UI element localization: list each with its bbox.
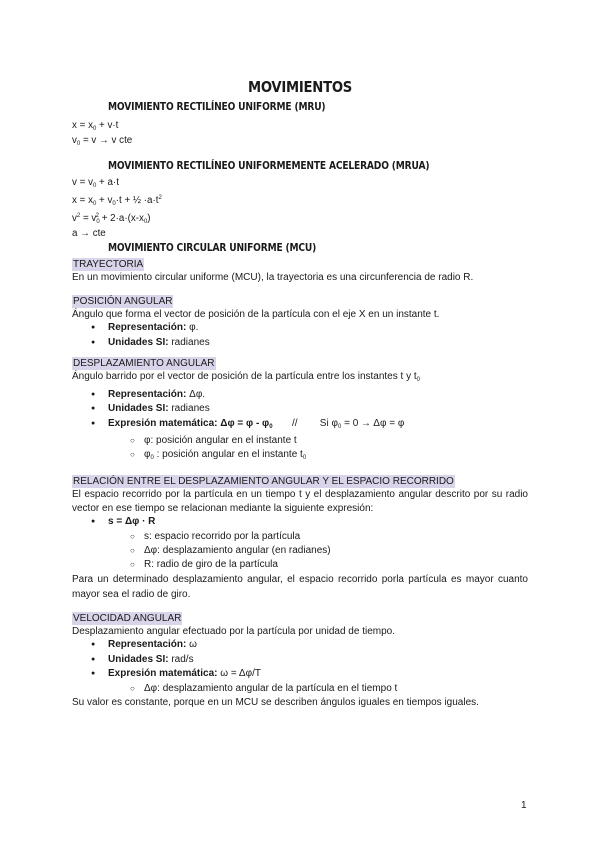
list-item: ● Representación: Δφ. (72, 388, 528, 403)
paragraph: En un movimiento circular uniforme (MCU), la trayectoria es una circunferencia de radio R. (72, 272, 474, 283)
mru-equation-2: $v_0 = v \to v$ cte (72, 135, 133, 147)
subsection-velocidad-angular (72, 612, 528, 710)
subsection-label: DESPLAZAMIENTO ANGULAR (73, 358, 215, 369)
subsection-label: RELACIÓN ENTRE EL DESPLAZAMIENTO ANGULAR Y EL ESPACIO RECORRIDO (73, 476, 454, 487)
list-item: ● Unidades SI: rad/s (72, 653, 528, 668)
paragraph: Ángulo barrido por el vector de posición de la partícula entre los instantes t y $t_0$ (72, 371, 420, 383)
paragraph: Su valor es constante, porque en un MCU se describen ángulos iguales en tiempos iguales. (72, 696, 479, 708)
list-item: ● s = Δφ · R (72, 515, 528, 530)
list-item: ● Representación: φ. (72, 321, 528, 336)
paragraph: Desplazamiento angular efectuado por la partícula por unidad de tiempo. (72, 625, 395, 637)
sub-list-item: ○ $\varphi_0$ : posición angular en el instante $t_0$ (72, 448, 528, 465)
list-item: ● Expresión matemática: $\Delta\varphi = \varphi - \varphi_0$ // Si $\varphi_0 = 0 \to \Delta\varphi = \varphi$ (72, 417, 528, 435)
list-item: ● Unidades SI: radianes (72, 336, 528, 351)
page-title: MOVIMIENTOS (247, 78, 353, 96)
list-item: ● Representación: ω (72, 638, 528, 653)
document-page (72, 78, 528, 709)
subsection-label: POSICIÓN ANGULAR (73, 295, 173, 307)
subsection-relacion (72, 475, 528, 602)
page-number: 1 (521, 800, 527, 811)
subsection-label: VELOCIDAD ANGULAR (73, 612, 182, 624)
sub-list-item: ○ Δφ: desplazamiento angular (en radianes) (72, 544, 528, 558)
sub-list-item: ○ φ: posición angular en el instante t (72, 434, 528, 448)
section-heading-mrua: MOVIMIENTO RECTILÍNEO UNIFORMEMENTE ACELERADO (MRUA) (108, 160, 430, 172)
sub-list-item: ○ s: espacio recorrido por la partícula (72, 530, 528, 544)
subsection-posicion-angular (72, 295, 528, 351)
mrua-equation-4: a → cte (72, 228, 106, 239)
mrua-equation-3: $v^2 = v_0^2 + 2\cdot a\cdot(x-x_0)$ (72, 213, 151, 225)
subsection-label: TRAYECTORIA (73, 259, 144, 270)
section-heading-mru: MOVIMIENTO RECTILÍNEO UNIFORME (MRU) (108, 101, 326, 113)
list-item: ● Expresión matemática: ω = Δφ/T (72, 667, 528, 682)
mru-equation-1: $x = x_0 + v\cdot t$ (72, 120, 119, 132)
mrua-equation-2: $x = x_0 + v_0\cdot t$ + ½ $\cdot a\cdot t^2$ (72, 195, 162, 207)
paragraph: Ángulo que forma el vector de posición de la partícula con el eje X en un instante t. (72, 308, 440, 320)
subsection-trayectoria (72, 258, 528, 285)
list-item: ● Unidades SI: radianes (72, 402, 528, 417)
paragraph: Para un determinado desplazamiento angular, el espacio recorrido porla partícula es mayor cuanto mayor sea el radio de giro. (72, 573, 528, 600)
subsection-desplazamiento-angular (72, 357, 528, 465)
sub-list-item: ○ R: radio de giro de la partícula (72, 558, 528, 572)
paragraph: El espacio recorrido por la partícula en un tiempo t y el desplazamiento angular descrito por su radio vector en ese tiempo se relacionan mediante la siguiente expresión: (72, 489, 528, 514)
section-heading-mcu: MOVIMIENTO CIRCULAR UNIFORME (MCU) (108, 242, 317, 254)
sub-list-item: ○ Δφ: desplazamiento angular de la partícula en el tiempo t (72, 682, 528, 696)
mrua-equation-1: $v = v_0 + a\cdot t$ (72, 177, 119, 189)
